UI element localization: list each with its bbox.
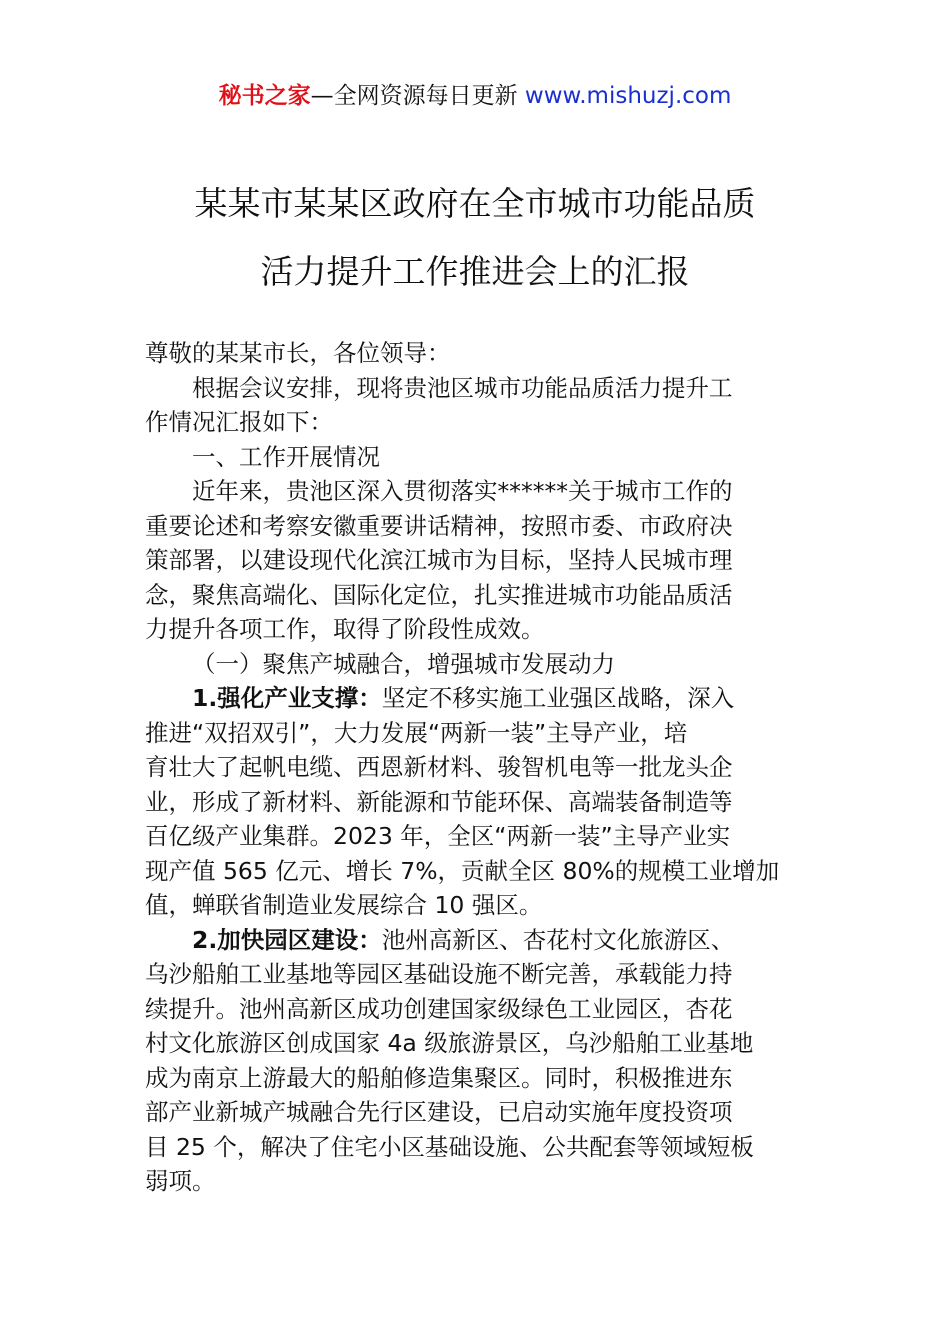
item-heading: 1.强化产业支撑： xyxy=(192,684,382,712)
paragraph-line: 百亿级产业集群。2023 年，全区“两新一装”主导产业实 xyxy=(145,822,731,850)
section-heading: 一、工作开展情况 xyxy=(192,442,380,471)
paragraph-line: 弱项。 xyxy=(145,1167,216,1195)
paragraph-line: 值，蝉联省制造业发展综合 10 强区。 xyxy=(145,891,543,919)
document-body xyxy=(145,336,809,1199)
paragraph-line: 村文化旅游区创成国家 4a 级旅游景区，乌沙船舶工业基地 xyxy=(145,1029,754,1057)
subsection-heading: （一）聚焦产城融合，增强城市发展动力 xyxy=(192,649,615,678)
paragraph-line: 推进“双招双引”，大力发展“两新一装”主导产业，培 xyxy=(145,718,688,747)
site-banner xyxy=(0,80,950,112)
paragraph-line: 重要论述和考察安徽重要讲话精神，按照市委、市政府决 xyxy=(145,511,733,540)
document-title-line-2: 活力提升工作推进会上的汇报 xyxy=(260,252,690,291)
paragraph-line xyxy=(145,681,809,716)
paragraph-line: 续提升。池州高新区成功创建国家级绿色工业园区，杏花 xyxy=(145,994,733,1023)
paragraph-line xyxy=(145,923,809,958)
document-title-line-1: 某某市某某区政府在全市城市功能品质 xyxy=(194,184,756,223)
site-url-link[interactable]: www.mishuzj.com xyxy=(524,83,732,109)
paragraph-line: 作情况汇报如下： xyxy=(145,408,333,436)
paragraph-line: 育壮大了起帆电缆、西恩新材料、骏智机电等一批龙头企 xyxy=(145,753,733,781)
paragraph-line: 乌沙船舶工业基地等园区基础设施不断完善，承载能力持 xyxy=(145,960,733,988)
item-text: 池州高新区、杏花村文化旅游区、 xyxy=(381,925,735,954)
brand-name: 秘书之家 xyxy=(218,83,311,109)
paragraph-line: 成为南京上游最大的船舶修造集聚区。同时，积极推进东 xyxy=(145,1063,733,1092)
salutation: 尊敬的某某市长，各位领导： xyxy=(145,339,451,367)
paragraph-line: 策部署，以建设现代化滨江城市为目标，坚持人民城市理 xyxy=(145,546,733,574)
item-heading: 2.加快园区建设： xyxy=(192,925,382,954)
paragraph-line: 力提升各项工作，取得了阶段性成效。 xyxy=(145,615,545,643)
banner-tagline: —全网资源每日更新 xyxy=(310,83,525,109)
paragraph-line: 现产值 565 亿元、增长 7%，贡献全区 80%的规模工业增加 xyxy=(145,856,780,885)
paragraph-line: 部产业新城产城融合先行区建设，已启动实施年度投资项 xyxy=(145,1098,733,1126)
paragraph-line: 念，聚焦高端化、国际化定位，扎实推进城市功能品质活 xyxy=(145,580,733,609)
paragraph-line: 业，形成了新材料、新能源和节能环保、高端装备制造等 xyxy=(145,787,733,816)
paragraph-line: 根据会议安排，现将贵池区城市功能品质活力提升工 xyxy=(192,373,733,402)
paragraph-line: 目 25 个，解决了住宅小区基础设施、公共配套等领域短板 xyxy=(145,1132,754,1161)
paragraph-line: 近年来，贵池区深入贯彻落实******关于城市工作的 xyxy=(192,477,733,505)
item-text: 坚定不移实施工业强区战略，深入 xyxy=(381,684,735,712)
